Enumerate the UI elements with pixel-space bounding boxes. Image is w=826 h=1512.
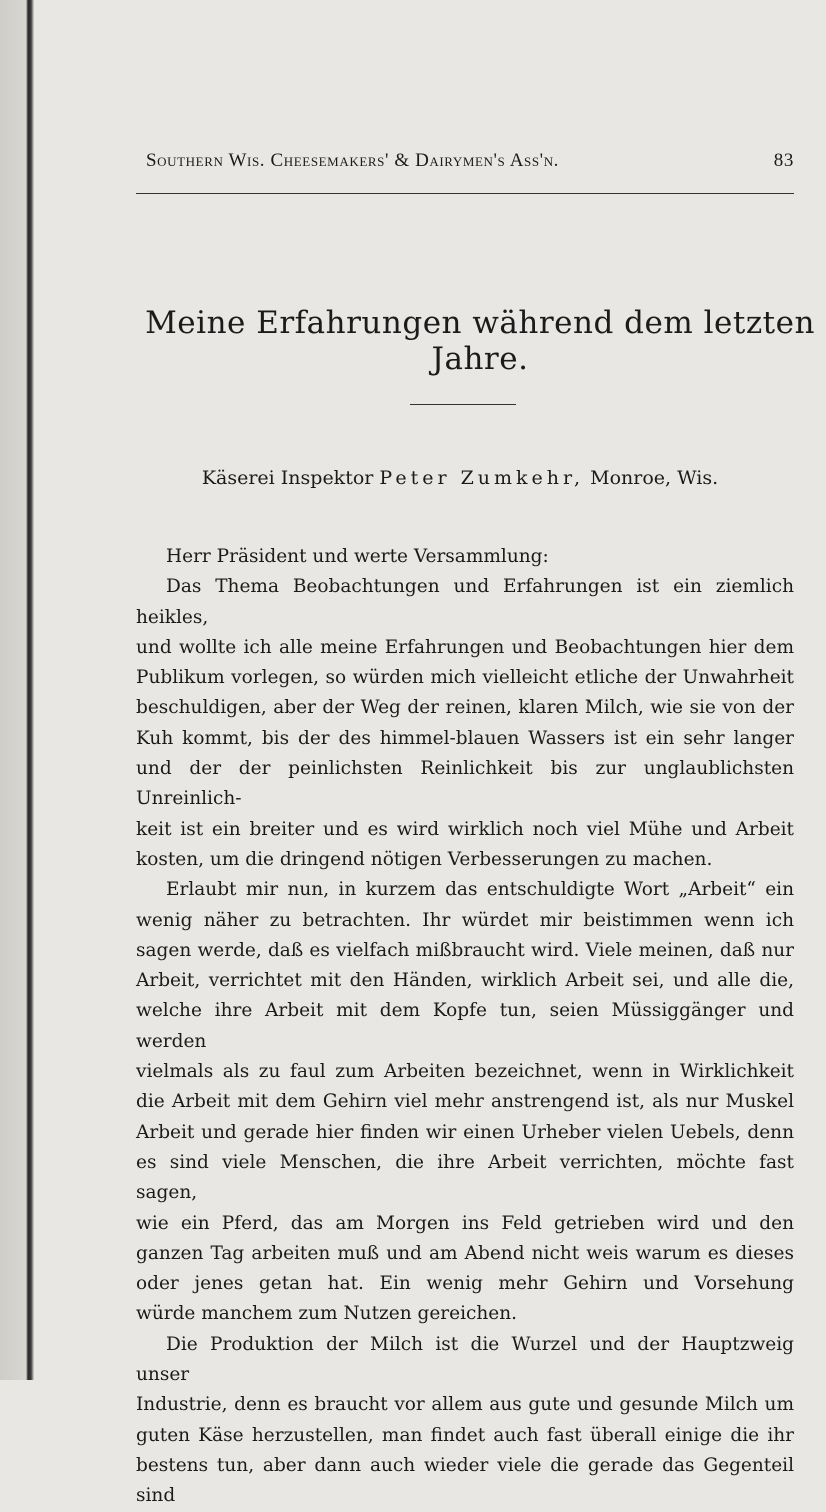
text-line: Kuh kommt, bis der des himmel-blauen Wassers ist ein sehr langer (136, 727, 794, 749)
text-line: es sind viele Menschen, die ihre Arbeit verrichten, möchte fast sagen, (136, 1151, 794, 1204)
running-title: Southern Wis. Cheesemakers' & Dairymen's Ass'n. (146, 150, 560, 171)
article-title: Meine Erfahrungen während dem letzten Jahre. (145, 305, 815, 377)
text-line: beschuldigen, aber der Weg der reinen, klaren Milch, wie sie von der (136, 697, 794, 719)
text-line: keit ist ein breiter und es wird wirklich noch viel Mühe und Arbeit (136, 818, 794, 840)
text-line: wie ein Pferd, das am Morgen ins Feld getrieben wird und den (136, 1212, 794, 1234)
page-number: 83 (773, 150, 794, 171)
byline (150, 467, 770, 489)
text-line: ganzen Tag arbeiten muß und am Abend nicht weis warum es dieses (136, 1242, 794, 1264)
header-rule (136, 193, 794, 194)
text-line: die Arbeit mit dem Gehirn viel mehr anstrengend ist, als nur Muskel (136, 1091, 794, 1113)
byline-location: Monroe, Wis. (590, 467, 719, 489)
text-line: Das Thema Beobachtungen und Erfahrungen ist ein ziemlich heikles, (136, 576, 794, 628)
text-line: oder jenes getan hat. Ein wenig mehr Gehirn und Vorsehung (136, 1273, 794, 1295)
salutation: Herr Präsident und werte Versammlung: (166, 546, 549, 567)
text-line: guten Käse herzustellen, man findet auch fast überall einige die ihr (136, 1424, 794, 1446)
text-line: kosten, um die dringend nötigen Verbesserungen zu machen. (136, 848, 713, 870)
byline-author: Peter Zumkehr, (379, 467, 585, 489)
text-line: vielmals als zu faul zum Arbeiten bezeichnet, wenn in Wirklichkeit (136, 1061, 794, 1083)
title-rule (410, 404, 516, 405)
text-line: sagen werde, daß es vielfach mißbraucht wird. Viele meinen, daß nur (136, 939, 794, 961)
text-line: Erlaubt mir nun, in kurzem das entschuldigte Wort „Arbeit“ ein (166, 879, 794, 901)
text-line: Arbeit und gerade hier finden wir einen Urheber vielen Uebels, denn (136, 1121, 794, 1143)
text-line: und der der peinlichsten Reinlichkeit bis zur unglaublichsten Unreinlich- (136, 758, 794, 810)
byline-prefix: Käserei Inspektor (201, 467, 374, 489)
text-line: würde manchem zum Nutzen gereichen. (136, 1303, 518, 1325)
text-line: Industrie, denn es braucht vor allem aus gute und gesunde Milch um (136, 1394, 794, 1416)
text-line: welche ihre Arbeit mit dem Kopfe tun, seien Müssiggänger und werden (136, 1000, 794, 1052)
text-line: wenig näher zu betrachten. Ihr würdet mir beistimmen wenn ich (136, 909, 794, 931)
text-line: Die Produktion der Milch ist die Wurzel und der Hauptzweig unser (136, 1333, 794, 1386)
body-text (136, 542, 794, 1512)
text-line: bestens tun, aber dann auch wieder viele die gerade das Gegenteil sind (136, 1454, 794, 1507)
text-line: Arbeit, verrichtet mit den Händen, wirklich Arbeit sei, und alle die, (136, 970, 794, 992)
text-line: Publikum vorlegen, so würden mich vielleicht etliche der Unwahrheit (136, 667, 794, 689)
book-binding-edge (0, 0, 34, 1380)
running-header (146, 150, 794, 172)
text-line: und wollte ich alle meine Erfahrungen und Beobachtungen hier dem (136, 636, 794, 658)
